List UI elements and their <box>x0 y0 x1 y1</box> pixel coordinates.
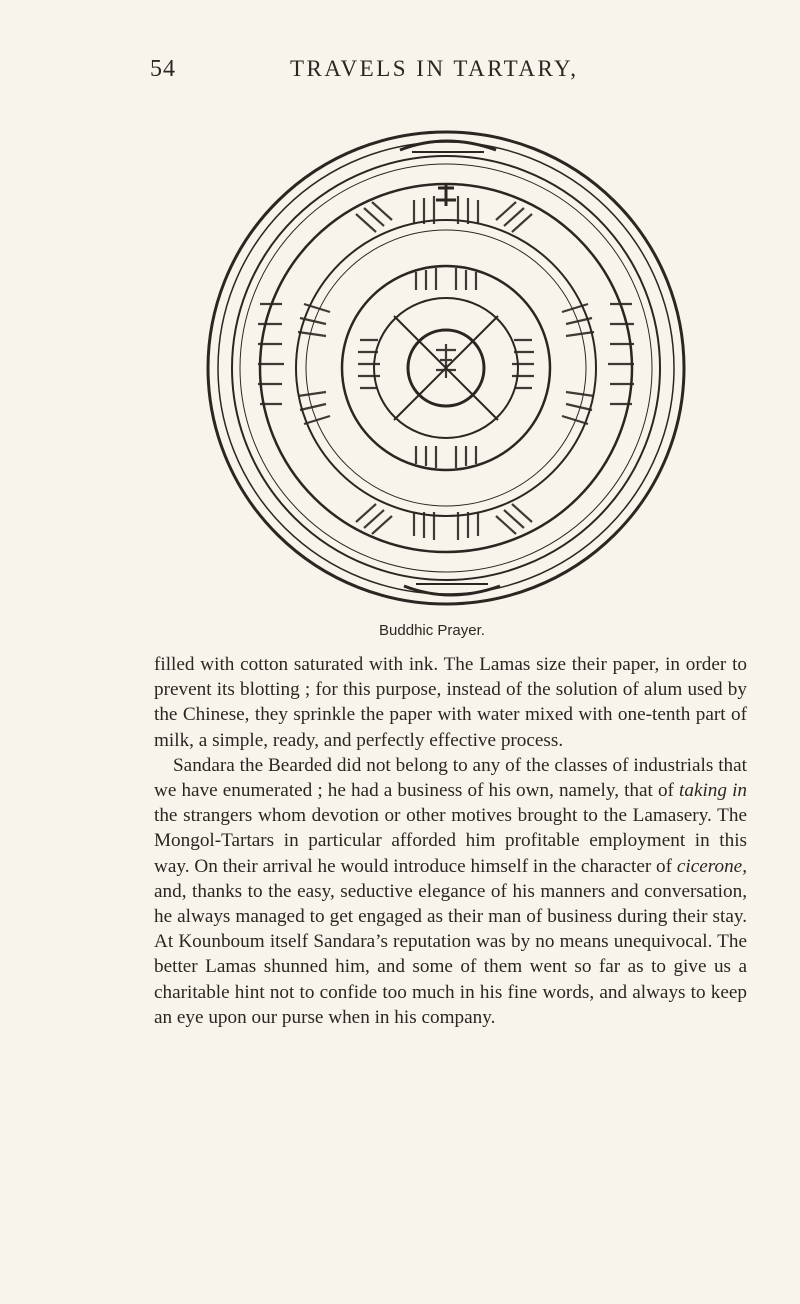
italic-cicerone: cicerone, <box>676 855 747 877</box>
body-text <box>154 652 747 1030</box>
paragraph-2-part-a: Sandara the Bearded did not belong to any of the classes of industrials that we have enumerated ; he had a business of his own, namely, that of <box>154 754 747 802</box>
page-number: 54 <box>150 56 176 82</box>
paragraph-2 <box>154 753 747 1030</box>
buddhic-prayer-illustration <box>200 104 700 624</box>
prayer-wheel-icon <box>200 104 700 624</box>
page-header <box>0 56 800 90</box>
paragraph-2-part-b: the strangers whom devotion or other motives brought to the Lamasery. The Mongol-Tartars in particular afforded him profitable employment in this way. On their arrival he would introduce himself in the character of <box>154 805 747 877</box>
running-title: TRAVELS IN TARTARY, <box>290 56 579 81</box>
figure-caption <box>0 622 800 639</box>
italic-taking-in: taking in <box>679 780 747 802</box>
caption-text: Buddhic Prayer. <box>379 622 485 639</box>
paragraph-1: filled with cotton saturated with ink. The Lamas size their paper, in order to prevent its blotting ; for this purpose, instead of the solution of alum used by the Chinese, they sprinkle the paper with water mixed with one-tenth part of milk, a simple, ready, and perfectly effective process. <box>154 654 747 751</box>
paragraph-2-part-c: and, thanks to the easy, seductive elegance of his manners and conversation, he always managed to get engaged as their man of business during their stay. At Kounboum itself Sandara’s reputation was by no means unequivocal. The better Lamas shunned him, and some of them went so far as to give us a charitable hint not to confide too much in his fine words, and always to keep an eye upon our purse when in his company. <box>154 880 747 1028</box>
